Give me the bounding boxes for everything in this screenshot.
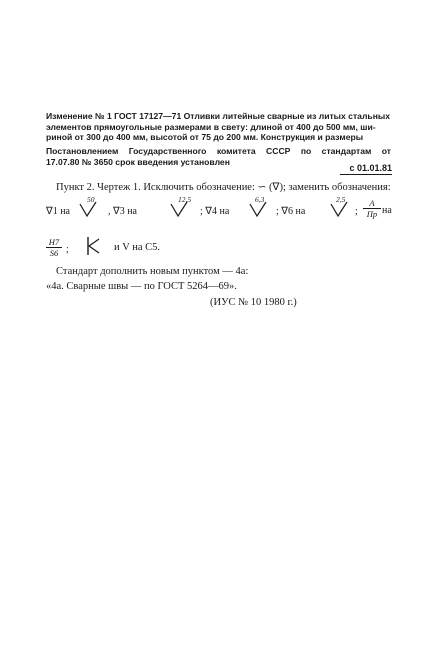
fraction-denominator: Пр bbox=[366, 209, 378, 219]
effective-date: с 01.01.81 bbox=[340, 163, 392, 175]
roughness-check-icon bbox=[249, 201, 267, 217]
fraction-a-pr bbox=[363, 198, 381, 219]
addition-line-1: Стандарт дополнить новым пунктом — 4а: bbox=[56, 266, 249, 277]
fraction-h7-s6 bbox=[46, 237, 62, 258]
weld-symbol-icon bbox=[86, 236, 102, 256]
roughness-value-3: 6,3 bbox=[255, 195, 265, 204]
fraction-numerator: A bbox=[363, 198, 381, 209]
approval-line-2: 17.07.80 № 3650 срок введения установлен bbox=[46, 156, 230, 167]
symbol-label-1: ∇1 на bbox=[46, 206, 70, 217]
source-reference: (ИУС № 10 1980 г.) bbox=[210, 297, 297, 308]
roughness-value-1: 50 bbox=[87, 195, 95, 204]
roughness-value-4: 2,5 bbox=[336, 195, 346, 204]
roughness-value-2: 12,5 bbox=[178, 195, 192, 204]
semicolon-mark: ; bbox=[66, 244, 69, 255]
heading-line-3: риной от 300 до 400 мм, высотой от 75 до 200 мм. Конструкция и размеры bbox=[46, 132, 364, 143]
roughness-check-icon bbox=[170, 201, 188, 217]
roughness-check-icon bbox=[330, 201, 348, 217]
symbol-label-5: ; bbox=[355, 206, 358, 217]
heading-line-2: элементов прямоугольные размерами в свету: длиной от 400 до 500 мм, ши- bbox=[46, 121, 376, 132]
symbol-label-2: , ∇3 на bbox=[108, 206, 137, 217]
heading-line-1: Изменение № 1 ГОСТ 17127—71 Отливки литейные сварные из литых стальных bbox=[46, 111, 391, 121]
addition-line-2: «4а. Сварные швы — по ГОСТ 5264—69». bbox=[46, 281, 237, 292]
symbol-label-3: ; ∇4 на bbox=[200, 206, 230, 217]
symbol-label-4: ; ∇6 на bbox=[276, 206, 306, 217]
fraction2-denominator: S6 bbox=[49, 248, 59, 258]
weld-replacement-text: и V на С5. bbox=[114, 242, 161, 253]
amendment-heading bbox=[46, 111, 391, 143]
approval-line-1: Постановлением Государственного комитета СССР по стандартам от bbox=[46, 146, 391, 156]
item-text: Пункт 2. Чертеж 1. Исключить обозначение: ∽ (∇); заменить обозначения: bbox=[56, 182, 391, 193]
roughness-check-icon bbox=[79, 201, 97, 217]
fraction2-numerator: H7 bbox=[46, 237, 62, 248]
symbol-label-5-after: на bbox=[382, 205, 392, 216]
